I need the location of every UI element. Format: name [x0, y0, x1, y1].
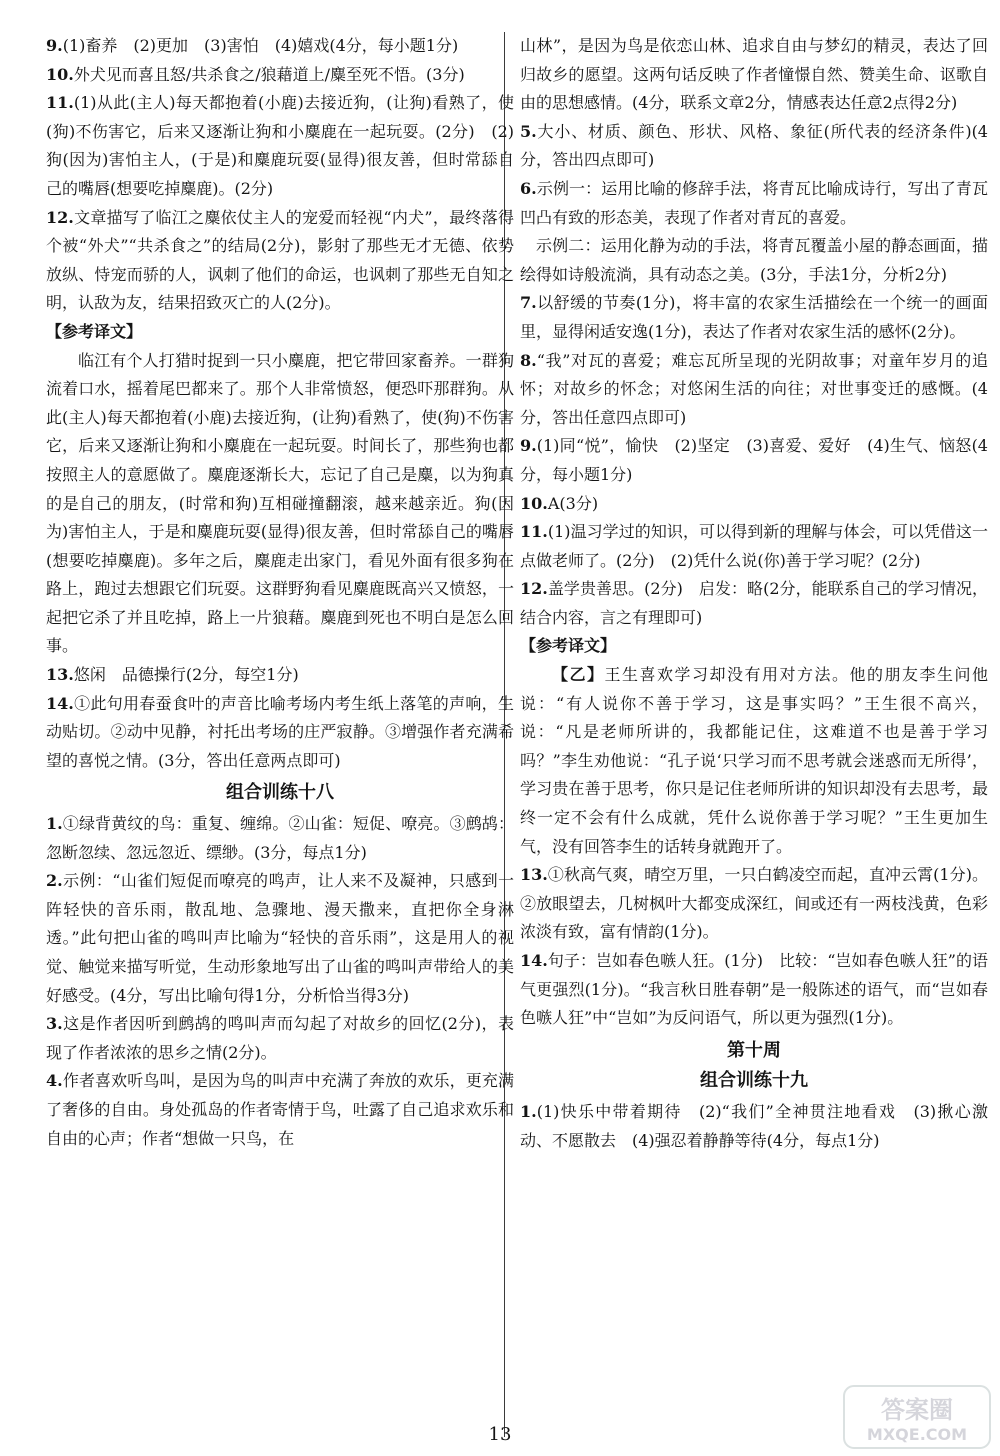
- g19-answer-1: [520, 1098, 988, 1155]
- answer-10-right: [520, 490, 988, 519]
- watermark-logo: [842, 1384, 992, 1450]
- answer-11: [46, 89, 514, 203]
- answer-7: [520, 289, 988, 346]
- answer-text: (1)快乐中带着期待 (2)“我们”全神贯注地看戏 (3)揪心激动、不愿散去 (4)强忍着静静等待(4分，每点1分): [520, 1101, 988, 1150]
- answer-text: 悠闲 品德操行(2分，每空1分): [73, 665, 299, 685]
- answer-text: (1)畜养 (2)更加 (3)害怕 (4)嬉戏(4分，每小题1分): [62, 36, 459, 55]
- answer-number: 8.: [520, 350, 537, 370]
- answer-text: ①绿背黄纹的鸟：重复、缠绵。②山雀：短促、嘹亮。③鹧鸪：忽断忽续、忽远忽近、缥缈。(3分，每点1分): [46, 814, 514, 862]
- answer-text: A(3分): [547, 493, 599, 513]
- answer-number: 12.: [46, 207, 74, 227]
- answer-number: 6.: [520, 178, 537, 198]
- reference-translation: [46, 347, 514, 662]
- answer-text: 以舒缓的节奏(1分)，将丰富的农家生活描绘在一个统一的画面里，显得闲适安逸(1分)，表达了作者对农家生活的感怀(2分)。: [520, 293, 988, 341]
- reference-translation-right: [520, 661, 988, 861]
- answer-number: 10.: [46, 64, 74, 84]
- answer-text: 示例一：运用比喻的修辞手法，将青瓦比喻成诗行，写出了青瓦凹凸有致的形态美，表现了作者对青瓦的喜爱。: [520, 178, 988, 227]
- answer-10: [46, 61, 514, 90]
- answer-number: 2.: [46, 871, 63, 891]
- answer-text: 这是作者因听到鹧鸪的鸣叫声而勾起了对故乡的回忆(2分)，表现了作者浓浓的思乡之情(2分)。: [46, 1014, 514, 1062]
- answer-6: [520, 175, 988, 232]
- answer-number: 1.: [46, 814, 63, 834]
- answer-number: 12.: [520, 579, 548, 599]
- answer-number: 9.: [520, 436, 537, 456]
- answer-text: 示例：“山雀们短促而嘹亮的鸣声，让人来不及凝神，只感到一阵轻快的音乐雨，散乱地、急骤地、漫天撒来，直把你全身淋透。”此句把山雀的鸣叫声比喻为“轻快的音乐雨”，这是用人的视觉、触觉来描写听觉，生动形象地写出了山雀的鸣叫声带给人的美好感受。(4分，写出比喻句得1分，分析恰当得3分): [46, 871, 514, 1005]
- answer-text: ①此句用春蚕食叶的声音比喻考场内考生纸上落笔的声响，生动贴切。②动中见静，衬托出考场的庄严寂静。③增强作者充满希望的喜悦之情。(3分，答出任意两点即可): [46, 693, 514, 770]
- answer-number: 1.: [520, 1101, 537, 1121]
- right-column: [520, 32, 988, 1155]
- answer-12: [46, 204, 514, 318]
- section-heading-19: 组合训练十九: [700, 1070, 808, 1092]
- answer-number: 11.: [520, 522, 548, 542]
- answer-13: [46, 661, 514, 690]
- answer-4-continued: 山林”，是因为鸟是依恋山林、追求自由与梦幻的精灵，表达了回归故乡的愿望。这两句话反映了作者憧憬自然、赞美生命、讴歌自由的思想感情。(4分，联系文章2分，情感表达任意2点得2分): [520, 36, 988, 113]
- answer-14: [46, 690, 514, 776]
- translation-label: 【乙】: [552, 665, 605, 685]
- answer-number: 13.: [520, 865, 548, 885]
- translation-text: 临江有个人打猎时捉到一只小麋鹿，把它带回家畜养。一群狗流着口水，摇着尾巴都来了。那个人非常愤怒，便恐吓那群狗。从此(主人)每天都抱着(小鹿)去接近狗，(让狗)看熟了，使(狗)不伤害它，后来又逐渐让狗和小麋鹿在一起玩耍。时间长了，那些狗也都按照主人的意愿做了。麋鹿逐渐长大，忘记了自己是麋，以为狗真的是自己的朋友，(时常和狗)互相碰撞翻滚，越来越亲近。狗(因为)害怕主人，于是和麋鹿玩耍(显得)很友善，但时常舔自己的嘴唇(想要吃掉麋鹿)。多年之后，麋鹿走出家门，看见外面有很多狗在路上，跑过去想跟它们玩耍。这群野狗看见麋鹿既高兴又愤怒，一起把它杀了并且吃掉，路上一片狼藉。麋鹿到死也不明白是怎么回事。: [46, 350, 514, 656]
- translation-text: [520, 661, 988, 861]
- answer-11-right: [520, 518, 988, 575]
- answer-text: “我”对瓦的喜爱；难忘瓦所呈现的光阴故事；对童年岁月的追怀；对故乡的怀念；对悠闲生活的向往；对世事变迁的感慨。(4分，答出任意四点即可): [520, 350, 988, 427]
- reference-translation-header: 【参考译文】: [46, 321, 143, 341]
- answer-number: 5.: [520, 121, 537, 141]
- left-column: [46, 32, 514, 1153]
- translation-body: 王生喜欢学习却没有用对方法。他的朋友李生问他说：“有人说你不善于学习，这是事实吗？”王生很不高兴，说：“凡是老师所讲的，我都能记住，这难道不也是善于学习吗？”李生劝他说：“孔子说‘只学习而不思考就会迷惑而无所得’，学习贵在善于思考，你只是记住老师所讲的知识却没有去思考，最终一定不会有什么成就，凭什么说你善于学习呢？”王生更加生气，没有回答李生的话转身就跑开了。: [520, 665, 988, 856]
- answer-number: 7.: [520, 293, 537, 313]
- answer-number: 4.: [46, 1071, 63, 1091]
- answer-13-right: [520, 861, 988, 947]
- answer-5: [520, 118, 988, 175]
- page-number: 13: [488, 1424, 512, 1445]
- answer-14-right: [520, 947, 988, 1033]
- answer-9-right: [520, 432, 988, 489]
- answer-number: 3.: [46, 1014, 63, 1034]
- answer-number: 13.: [46, 665, 74, 685]
- answer-text: 作者喜欢听鸟叫，是因为鸟的叫声中充满了奔放的欢乐，更充满了奢侈的自由。身处孤岛的作者寄情于鸟，吐露了自己追求欢乐和自由的心声；作者“想做一只鸟，在: [46, 1071, 514, 1148]
- answer-text: 句子：岂如春色嗾人狂。(1分) 比较：“岂如春色嗾人狂”的语气更强烈(1分)。“我言秋日胜春朝”是一般陈述的语气，而“岂如春色嗾人狂”中“岂如”为反问语气，所以更为强烈(1分)。: [520, 951, 988, 1028]
- answer-text: 外犬见而喜且怒/共杀食之/狼藉道上/麋至死不悟。(3分): [73, 64, 465, 84]
- watermark-icon: [842, 1384, 992, 1450]
- answer-number: 9.: [46, 36, 63, 55]
- week-heading: 第十周: [727, 1039, 781, 1061]
- answer-text: 盖学贵善思。(2分) 启发：略(2分，能联系自己的学习情况，结合内容，言之有理即可): [520, 579, 988, 627]
- answer-6-example-2: 示例二：运用化静为动的手法，将青瓦覆盖小屋的静态画面，描绘得如诗般流淌，具有动态之美。(3分，手法1分，分析2分): [520, 236, 988, 284]
- answer-number: 10.: [520, 493, 548, 513]
- answer-text: (1)温习学过的知识，可以得到新的理解与体会，可以凭借这一点做老师了。(2分) (2)凭什么说(你)善于学习呢？(2分): [520, 522, 988, 570]
- answer-number: 11.: [46, 93, 74, 113]
- answer-number: 14.: [520, 951, 548, 970]
- answer-text: (1)同“悦”，愉快 (2)坚定 (3)喜爱、爱好 (4)生气、恼怒(4分，每小题1分): [520, 436, 988, 484]
- g18-answer-2: [46, 867, 514, 1010]
- watermark-url: MXQE.COM: [866, 1425, 968, 1444]
- section-heading-18: 组合训练十八: [226, 782, 334, 804]
- answer-number: 14.: [46, 693, 74, 713]
- g18-answer-1: [46, 810, 514, 867]
- answer-text: ①秋高气爽，晴空万里，一只白鹤凌空而起，直冲云霄(1分)。②放眼望去，几树枫叶大都变成深红，间或还有一两枝浅黄，色彩浓淡有致，富有情韵(1分)。: [520, 865, 988, 942]
- g18-answer-4: [46, 1067, 514, 1153]
- g18-answer-3: [46, 1010, 514, 1067]
- answer-text: 大小、材质、颜色、形状、风格、象征(所代表的经济条件)(4分，答出四点即可): [520, 121, 988, 170]
- watermark-text: 答案圈: [881, 1396, 953, 1424]
- answer-8: [520, 347, 988, 433]
- reference-translation-header-right: 【参考译文】: [520, 636, 617, 656]
- answer-text: (1)从此(主人)每天都抱着(小鹿)去接近狗，(让狗)看熟了，使(狗)不伤害它，后来又逐渐让狗和小麋鹿在一起玩耍。(2分) (2)狗(因为)害怕主人，(于是)和麋鹿玩耍(显得)很友善，但时常舔自己的嘴唇(想要吃掉麋鹿)。(2分): [46, 93, 514, 198]
- answer-12-right: [520, 575, 988, 632]
- answer-9: [46, 32, 514, 61]
- answer-text: 文章描写了临江之麋依仗主人的宠爱而轻视“内犬”，最终落得个被“外犬”“共杀食之”的结局(2分)，影射了那些无才无德、依势放纵、恃宠而骄的人，讽刺了他们的命运，也讽刺了那些无自知之明，认敌为友，结果招致灭亡的人(2分)。: [46, 207, 514, 313]
